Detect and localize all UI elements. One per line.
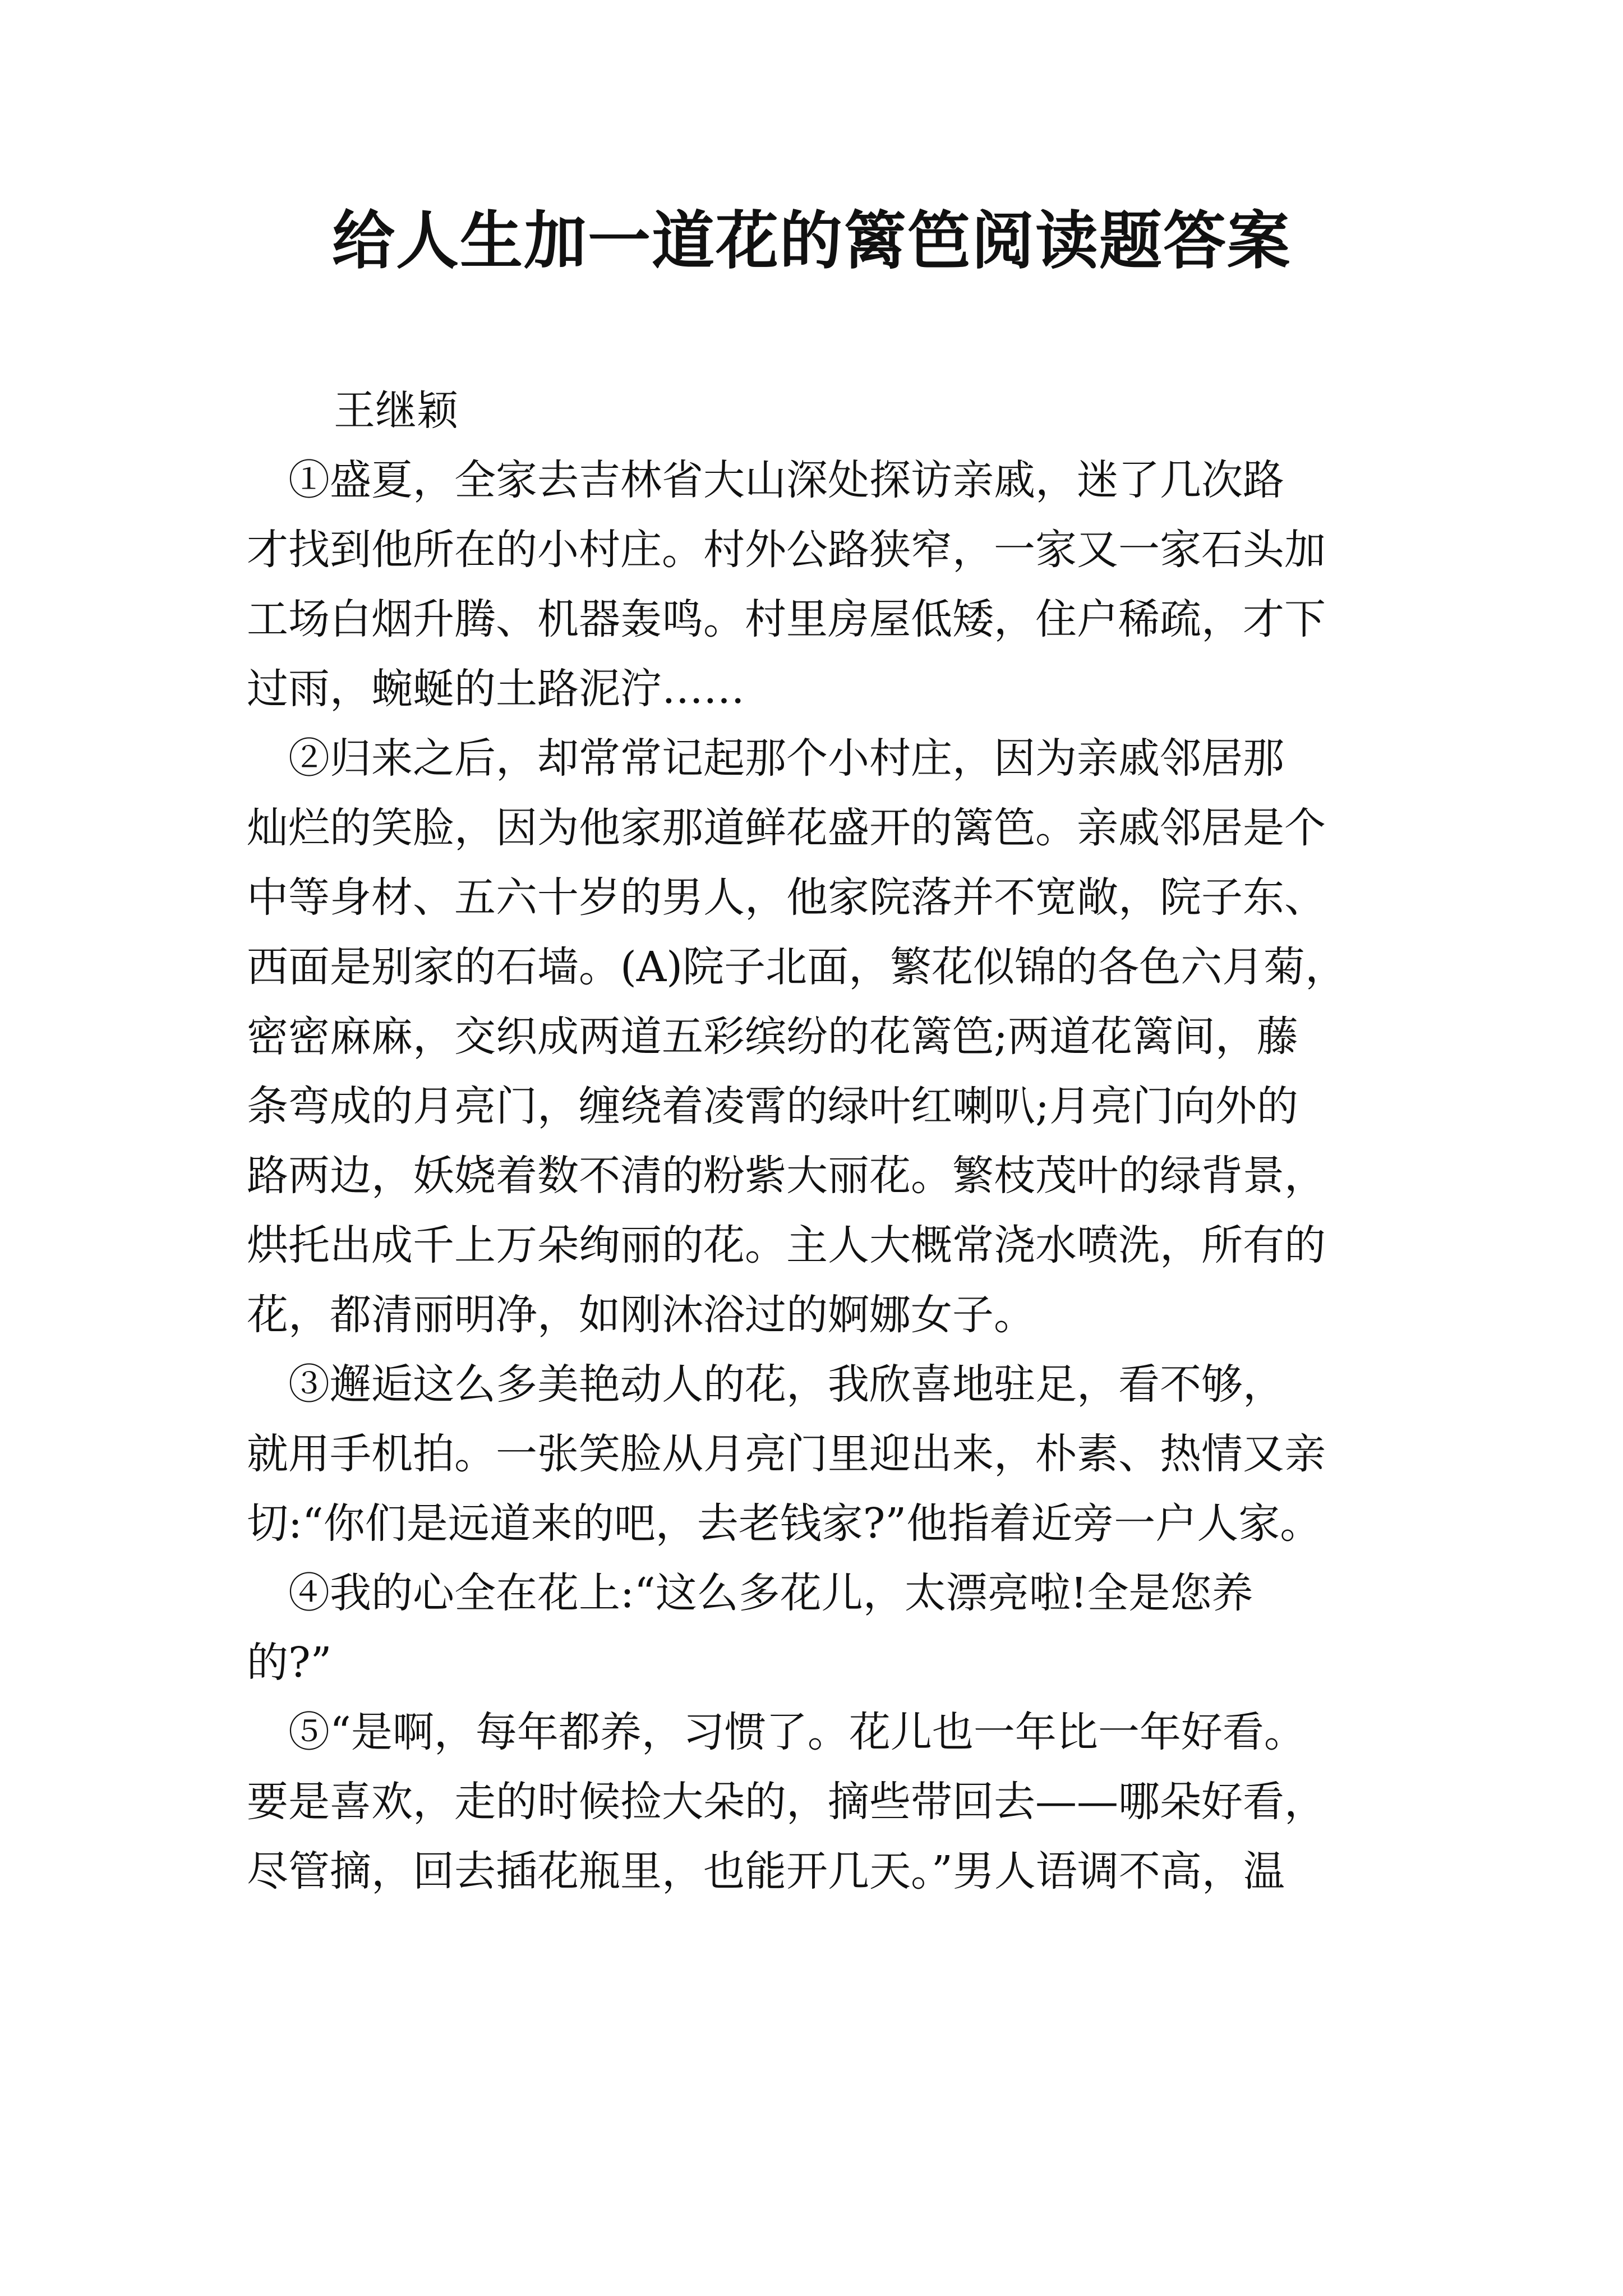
author-name: 王继颖 [334, 386, 458, 435]
paragraph-2-line-2: 灿烂的笑脸，因为他家那道鲜花盛开的篱笆。亲戚邻居是个 [247, 804, 1326, 852]
paragraph-3-line-3: 切:“你们是远道来的吧，去老钱家?”他指着近旁一户人家。 [247, 1499, 1322, 1548]
paragraph-2-line-5: 密密麻麻，交织成两道五彩缤纷的花篱笆;两道花篱间，藤 [247, 1013, 1298, 1061]
paragraph-2-line-3: 中等身材、五六十岁的男人，他家院落并不宽敞，院子东、 [247, 873, 1326, 922]
paragraph-3-line-1: ③邂逅这么多美艳动人的花，我欣喜地驻足，看不够， [247, 1360, 1284, 1409]
paragraph-4-line-1: ④我的心全在花上:“这么多花儿，太漂亮啦!全是您养 [247, 1569, 1253, 1617]
document-title: 给人生加一道花的篱笆阅读题答案 [332, 204, 1291, 278]
paragraph-1-line-3: 工场白烟升腾、机器轰鸣。村里房屋低矮，住户稀疏，才下 [247, 595, 1326, 643]
paragraph-2-line-4: 西面是别家的石墙。(A)院子北面，繁花似锦的各色六月菊， [247, 943, 1347, 991]
paragraph-1-line-4: 过雨，蜿蜒的土路泥泞…… [247, 665, 745, 713]
paragraph-5-line-3: 尽管摘，回去插花瓶里，也能开几天。”男人语调不高，温 [247, 1847, 1285, 1895]
article-body [247, 445, 1391, 1906]
paragraph-2-line-6: 条弯成的月亮门，缠绕着凌霄的绿叶红喇叭;月亮门向外的 [247, 1082, 1298, 1130]
paragraph-2-line-7: 路两边，妖娆着数不清的粉紫大丽花。繁枝茂叶的绿背景， [247, 1152, 1326, 1200]
paragraph-1-line-2: 才找到他所在的小村庄。村外公路狭窄，一家又一家石头加 [247, 526, 1326, 574]
paragraph-3-line-2: 就用手机拍。一张笑脸从月亮门里迎出来，朴素、热情又亲 [247, 1430, 1326, 1478]
paragraph-2-line-8: 烘托出成千上万朵绚丽的花。主人大概常浇水喷洗，所有的 [247, 1221, 1326, 1269]
paragraph-2-line-1: ②归来之后，却常常记起那个小村庄，因为亲戚邻居那 [247, 734, 1284, 783]
paragraph-1-line-1: ①盛夏，全家去吉林省大山深处探访亲戚，迷了几次路 [247, 456, 1284, 504]
paragraph-5-line-1: ⑤“是啊，每年都养，习惯了。花儿也一年比一年好看。 [247, 1708, 1306, 1756]
paragraph-4-line-2: 的?” [247, 1639, 332, 1687]
paragraph-5-line-2: 要是喜欢，走的时候捡大朵的，摘些带回去——哪朵好看， [247, 1778, 1326, 1826]
paragraph-2-line-9: 花，都清丽明净，如刚沐浴过的婀娜女子。 [247, 1291, 1035, 1339]
